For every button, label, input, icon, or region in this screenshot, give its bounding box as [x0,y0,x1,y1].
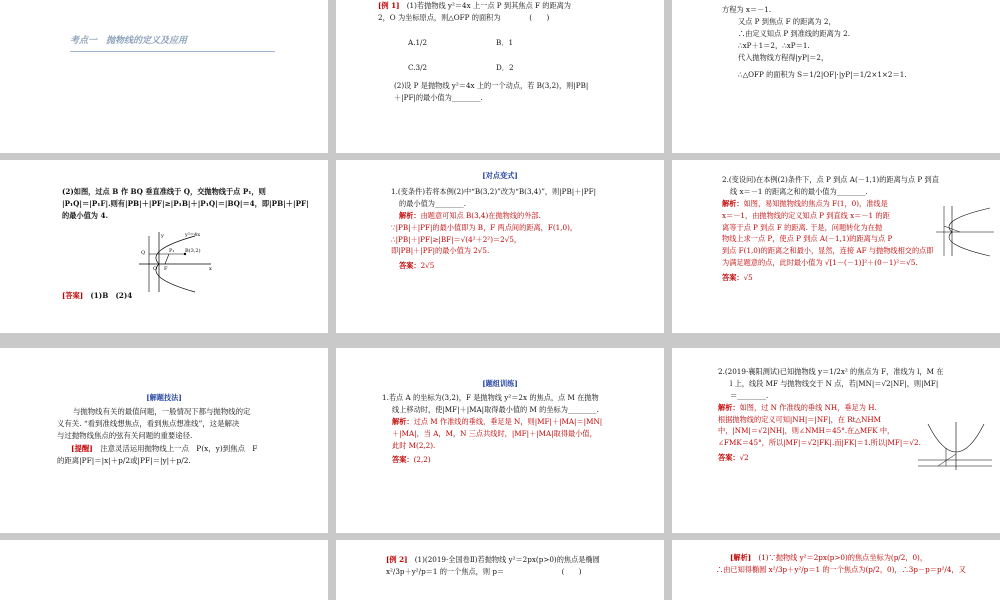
solution-label: 解析： [718,402,740,412]
slide-solution-1 [672,0,1000,153]
example-1-question [378,0,658,24]
question-2 [394,80,659,104]
practice-question-line: 2.(2019·襄阳测试)已知抛物线 y＝1/2x² 的焦点为 F，准线为 l，M 在 [718,367,944,376]
example-2-label: [例 2] [386,555,408,564]
fig-point-p1: P₁ [169,248,175,254]
answer-label: 答案： [718,453,740,463]
example-1-label: [例 1] [378,1,400,10]
technique-line: 与抛物线有关的最值问题，一般情况下都与抛物线的定 [73,407,251,416]
tip-line: 注意灵活运用抛物线上一点 P(x，y)到焦点 F [100,443,258,453]
slide-solution-example-2 [672,540,1000,600]
option-c: C.3/2 [408,63,428,72]
slide-practice-1 [336,348,664,533]
slide-techniques [0,348,328,533]
answer-value: (1)B (2)4 [90,291,133,300]
solution-line: 根据抛物线的定义可知|NH|＝|NF|，在 Rt△NHM [718,414,881,424]
fig-axis-x: x [209,266,212,272]
answer-value: √5 [743,273,753,282]
solution-line: ∠FMK＝45°，所以|MF|＝√2|FK|.而|FK|＝1.所以|MF|＝√2. [718,438,921,448]
fig-point-b: B(3,2) [185,248,201,254]
solution-line: (2)如图，过点 B 作 BQ 垂直准线于 Q，交抛物线于点 P₁，则 [62,187,266,196]
practice-question-line: l 上，线段 MF 与抛物线交于 N 点，若|MN|＝√2|NF|，则|MF| [730,378,939,388]
solution-line: 即|PB|＋|PF|的最小值为 2√5. [391,246,490,256]
fig-axis-y: y [161,233,164,239]
tip-label: [提醒] [71,443,93,453]
example-2-question [386,554,658,578]
solution-line: ∴由已知得椭圆 x²/3p＋y²/p＝1 的一个焦点为(p/2，0)，∴3p－p＝p²/4，又 [716,564,966,574]
topic-title: 考点一 抛物线的定义及应用 [70,34,275,52]
answer-value: (2,2) [413,455,431,465]
solution-line: 又点 P 到焦点 F 的距离为 2， [738,16,836,26]
practice-question-line: 1.若点 A 的坐标为(3,2)，F 是抛物线 y²＝2x 的焦点，点 M 在抛物 [382,393,599,402]
answer-value: √2 [739,453,749,463]
slide-topic [0,0,328,153]
solution-label: 解析： [399,210,421,220]
variant-2-figure [934,204,996,258]
answer-label: 答案： [722,273,744,282]
solution-2-text [62,186,324,222]
slide-practice-2 [672,348,1000,533]
slide-example-2 [336,540,664,600]
question-1-line-2: 2，O 为坐标原点，则△OFP 的面积为 ( ) [378,12,550,22]
example-2-line: (1)(2019·全国卷Ⅱ)若抛物线 y²＝2px(p>0)的焦点是椭圆 [414,555,600,564]
techniques-body [57,406,272,467]
solution-line: 过点 M 作准线的垂线，垂足是 N，则|MF|＋|MA|＝|MN| [413,416,603,426]
practice-2-figure [916,420,994,472]
fig-origin: O [153,266,158,272]
solution-line: ∴xP＋1＝2，∴xP＝1. [738,40,810,50]
solution-label: [解析] [730,553,752,562]
option-a: A.1/2 [408,38,428,47]
solution-line: 方程为 x＝－1. [722,5,772,14]
technique-line: 与过抛物线焦点的弦有关问题的重要途径. [57,431,193,441]
option-d: D．2 [496,63,514,72]
practice-1-body [382,392,658,466]
parabola-figure [135,230,215,294]
slide-variant-1 [336,160,664,333]
example-2-solution [716,552,996,576]
solution-line: ∴△OFP 的面积为 S＝1/2|OF|·|yP|＝1/2×1×2＝1. [738,70,907,80]
option-b: B．1 [496,38,514,47]
solution-line: ＋|MA|，当 A，M，N 三点共线时，|MF|＋|MA|取得最小值， [392,428,597,438]
solution-line: 到点 F(1,0)的距离之和最小，显然，连接 AF 与抛物线相交的点即 [722,246,934,256]
practice-question-line: 线上移动时，使|MF|＋|MA|取得最小值的 M 的坐标为________. [392,404,599,414]
solution-line: (1)∵抛物线 y²＝2px(p>0)的焦点坐标为(p/2，0)， [758,553,928,562]
answer-label: 答案： [392,455,414,465]
example-2-line: x²/3p＋y²/p＝1 的一个焦点，则 p＝ ( ) [386,566,582,576]
fig-curve-label: y²=4x [185,232,201,238]
technique-line: 义有关. “看到准线想焦点，看到焦点想准线”，这是解决 [57,419,240,429]
slide-blank [0,540,328,600]
variant-question-line: 线 x＝－1 的距离之和的最小值为________. [730,186,868,196]
answer-value: 2√5 [420,261,435,271]
solution-label: 解析： [722,198,744,208]
variant-1-body [391,186,659,272]
fig-point-q: Q [141,250,146,256]
solution-line: x＝－1，由抛物线的定义知点 P 到直线 x＝－1 的距 [722,210,890,220]
solution-line: ∵|PB|＋|PF|的最小值即为 B，F 两点间的距离，F(1,0)， [391,222,578,232]
solution-line: |P₁Q|＝|P₁F|.则有|PB|＋|PF|≥|P₁B|＋|P₁Q|＝|BQ|＝4，即|PB|＋|PF| [62,198,309,208]
question-2-line-1: (2)设 P 是抛物线 y²＝4x 上的一个动点，若 B(3,2)，则|PB| [394,81,589,90]
solution-line: 由题意可知点 B(3,4)在抛物线的外部. [420,210,541,220]
question-1-line-1: (1)若抛物线 y²＝4x 上一点 P 到其焦点 F 的距离为 [406,1,571,10]
tip-line: 的距离|PF|＝|x|＋p/2或|PF|＝|y|＋p/2. [57,455,191,465]
slide-solution-2 [0,160,328,333]
answer-row [62,290,132,302]
slide-example-1 [336,0,664,153]
solution-line: 为满足题意的点，此时最小值为 √[1－(－1)]²＋(0－1)²＝√5. [722,258,918,268]
solution-line: 如图，过 N 作准线的垂线 NH，垂足为 H. [739,402,877,412]
solution-line: 中，|NM|＝√2|NH|，则∠NMH＝45°.在△MFK 中， [718,426,895,436]
techniques-title: [解题技法] [146,393,182,402]
variant-title: [对点变式] [482,171,518,180]
variant-question-line: 的最小值为________. [399,198,466,208]
solution-line: 如图，易知抛物线的焦点为 F(1，0)，准线是 [743,198,888,208]
solution-label: 解析： [392,416,414,426]
solution-line: ∴由定义知点 P 到准线的距离为 2. [738,28,850,38]
variant-question-line: 2.(变设问)在本例(2)条件下，点 P 到点 A(－1,1)的距离与点 P 到直 [722,175,939,184]
practice-title: [题组训练] [482,379,518,388]
slide-variant-2 [672,160,1000,333]
solution-line: 离等于点 P 到点 F 的距离. 于是，问题转化为在抛 [722,222,883,232]
solution-1-text [722,4,992,81]
solution-line: 的最小值为 4. [62,210,108,220]
question-2-line-2: ＋|PF|的最小值为________. [394,92,483,102]
variant-question-line: 1.(变条件)若将本例(2)中“B(3,2)”改为“B(3,4)”，则|PB|＋|PF| [391,187,597,196]
answer-label: [答案] [62,291,84,300]
solution-line: ∴|PB|＋|PF|≥|BF|＝√(4²＋2²)＝2√5， [391,234,522,244]
solution-line: 物线上求一点 P，使点 P 到点 A(－1,1)的距离与点 P [722,234,893,244]
solution-line: 此时 M(2,2). [392,440,436,450]
solution-line: 代入抛物线方程得|yP|＝2， [738,52,829,62]
fig-focus: F [164,266,168,272]
answer-label: 答案： [399,261,421,271]
practice-question-line: ＝________. [730,390,769,400]
